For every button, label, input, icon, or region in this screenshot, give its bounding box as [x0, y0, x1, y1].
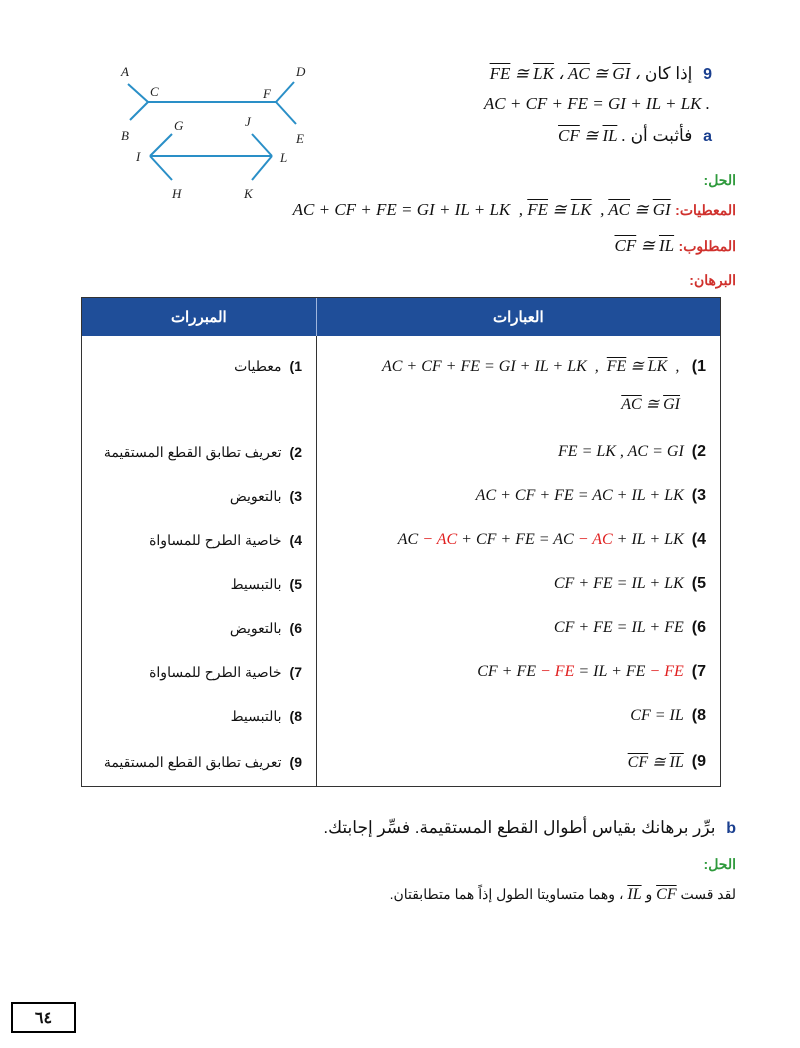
segment-fe	[276, 102, 296, 124]
required-label: المطلوب:	[678, 238, 736, 254]
segment-cb	[130, 102, 148, 120]
question-prefix: إذا كان	[644, 64, 693, 83]
geometry-figure	[108, 58, 338, 208]
statement-cell: 6) CF + FE = IL + FE	[316, 606, 720, 650]
table-row	[82, 650, 720, 694]
question-line-1	[490, 64, 712, 84]
statement-cell: 5) CF + FE = IL + LK	[316, 562, 720, 606]
statement-math: $\overline{CF}$ ≅ $\overline{IL}$	[627, 754, 684, 771]
question-given-math: $\overline{FE}$ ≅ $\overline{LK}$ ، $\overline{AC}$ ≅ $\overline{GI}$ ،	[489, 64, 641, 83]
reason-cell: 1)معطيات	[234, 358, 302, 374]
reason-cell: 8)بالتبسيط	[230, 707, 302, 724]
segment-ih	[150, 156, 172, 180]
reason-cell: 2)تعريف تطابق القطع المستقيمة	[103, 443, 302, 460]
statement-cell: 9) $\overline{CF}$ ≅ $\overline{IL}$	[316, 738, 720, 786]
segment-fd	[276, 82, 294, 102]
part-a-text: فأثبت أن	[630, 126, 693, 145]
statement-cell: 3) AC + CF + FE = AC + IL + LK	[316, 474, 720, 518]
statement-cell: 4) AC − AC + CF + FE = AC − AC + IL + LK	[316, 518, 720, 562]
required-math: $\overline{CF}$ ≅ $\overline{IL}$	[614, 236, 675, 255]
segment-gi	[150, 134, 172, 156]
header-statements: العبارات	[493, 309, 544, 326]
point-g-label: G	[174, 118, 184, 133]
point-d-label: D	[296, 64, 306, 79]
table-row	[82, 336, 720, 430]
point-a-label: A	[121, 64, 129, 79]
reason-cell: 6)بالتعويض	[229, 619, 302, 636]
question-part-a	[558, 126, 712, 146]
reason-cell: 7)خاصية الطرح للمساواة	[149, 663, 302, 680]
point-h-label: H	[172, 186, 182, 201]
segment-ac	[128, 84, 148, 102]
point-k-label: K	[244, 186, 253, 201]
table-row	[82, 518, 720, 562]
point-b-label: B	[121, 128, 129, 143]
segment-jl	[252, 134, 272, 156]
segment-lk	[252, 156, 272, 180]
statement-cell: 8) CF = IL	[316, 694, 720, 738]
reason-cell: 3)بالتعويض	[229, 487, 302, 504]
table-row	[82, 694, 720, 738]
table-row	[82, 738, 720, 786]
table-row	[82, 474, 720, 518]
point-f-label: F	[263, 86, 271, 101]
statement-math: CF + FE − FE = IL + FE − FE	[477, 663, 684, 680]
statement-math-cont: $\overline{AC}$ ≅ $\overline{GI}$	[621, 396, 680, 413]
table-row	[82, 606, 720, 650]
table-row	[82, 562, 720, 606]
required-line	[614, 236, 736, 256]
statement-cell: 2) FE = LK , AC = GI	[316, 430, 720, 474]
part-a-letter: a	[703, 128, 712, 145]
page-number: ٦٤	[11, 1002, 76, 1033]
reason-cell: 4)خاصية الطرح للمساواة	[149, 531, 302, 548]
header-reasons: المبررات	[82, 298, 317, 336]
question-line-2: AC + CF + FE = GI + IL + LK .	[483, 94, 710, 113]
statement-cell: 1) AC + CF + FE = GI + IL + LK , $\overline{FE}$ ≅ $\overline{LK}$ , $\overline{AC}$ ≅ $\overline{GI}$	[316, 336, 720, 430]
point-i-label: I	[136, 149, 141, 164]
reason-cell: 5)بالتبسيط	[230, 575, 302, 592]
proof-label: البرهان:	[689, 272, 736, 288]
given-line	[293, 200, 736, 220]
statement-cell: 7) CF + FE − FE = IL + FE − FE	[316, 650, 720, 694]
point-j-label: J	[245, 114, 251, 129]
part-b-solution-label: الحل:	[703, 856, 736, 872]
table-header	[82, 298, 720, 336]
given-math: AC + CF + FE = GI + IL + LK , $\overline{FE}$ ≅ $\overline{LK}$ , $\overline{AC}$ ≅ $\overline{GI}$	[292, 200, 671, 219]
part-b-answer: لقد قست CF و IL ، وهما متساويتا الطول إذاً هما متطابقتان.	[389, 886, 736, 903]
part-a-math: $\overline{CF}$ ≅ $\overline{IL}$ .	[558, 126, 626, 145]
table-row	[82, 430, 720, 474]
statement-math: AC + CF + FE = GI + IL + LK , $\overline{FE}$ ≅ $\overline{LK}$ ,	[381, 358, 680, 375]
question-number: 9	[703, 66, 712, 83]
given-label: المعطيات:	[675, 202, 736, 218]
part-b-question	[323, 818, 736, 838]
reason-cell: 9)تعريف تطابق القطع المستقيمة	[103, 753, 302, 770]
part-b-text: برِّر برهانك بقياس أطوال القطع المستقيمة. فسِّر إجابتك.	[323, 818, 716, 837]
point-c-label: C	[150, 84, 159, 99]
statement-math: AC − AC + CF + FE = AC − AC + IL + LK	[397, 531, 684, 548]
solution-label: الحل:	[703, 172, 736, 188]
proof-table	[81, 297, 721, 787]
point-e-label: E	[296, 131, 304, 146]
point-l-label: L	[280, 150, 288, 165]
part-b-letter: b	[726, 820, 736, 837]
